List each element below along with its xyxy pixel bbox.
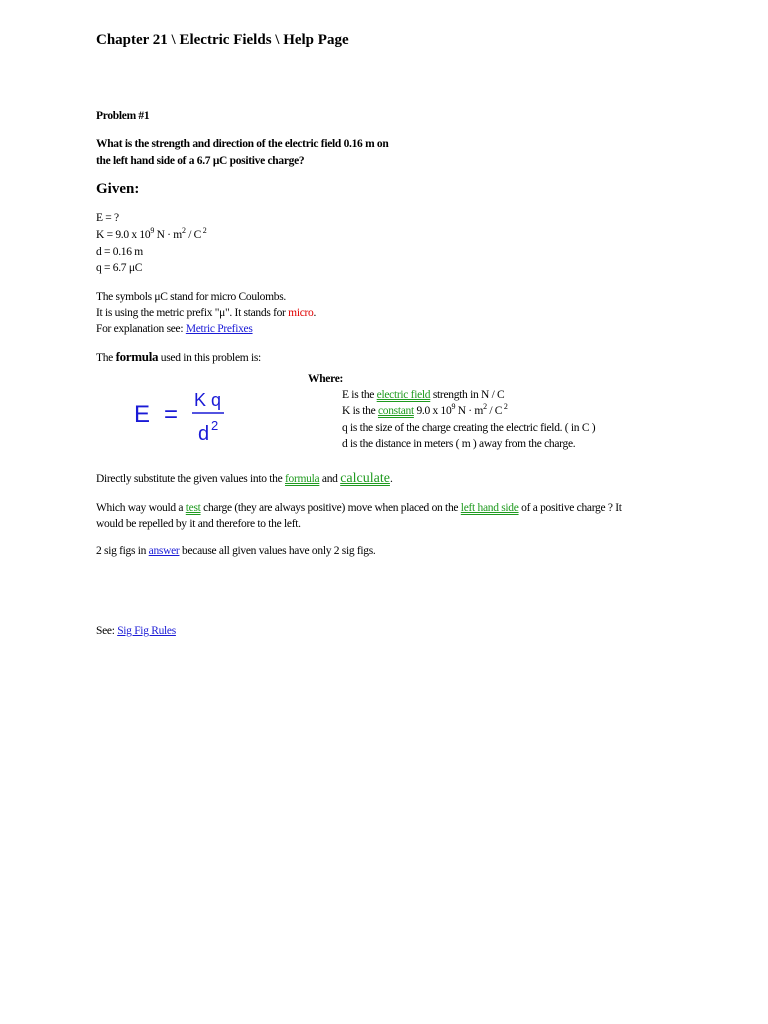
symbols-line3: For explanation see: Metric Prefixes: [96, 323, 253, 335]
electric-field-link[interactable]: electric field: [376, 389, 431, 401]
formula-intro: The formula used in this problem is:: [96, 349, 261, 364]
problem-question-line2: the left hand side of a 6.7 μC positive charge?: [96, 155, 305, 167]
sig-fig-rules-link[interactable]: Sig Fig Rules: [117, 625, 176, 637]
sigfigs-line: 2 sig figs in answer because all given values have only 2 sig figs.: [96, 545, 376, 557]
problem-number: Problem #1: [96, 110, 150, 122]
formula-link[interactable]: formula: [285, 473, 320, 485]
where-k: K is the constant 9.0 x $10^9$ $N \cdot m^2 / C$ $^2$: [342, 402, 508, 417]
given-e: E = ?: [96, 212, 119, 224]
given-heading: Given:: [96, 181, 140, 197]
formula-equals: =: [164, 401, 179, 428]
symbols-line2: It is using the metric prefix "μ". It stands for micro.: [96, 307, 317, 319]
formula-denominator-exp: 2: [211, 418, 219, 433]
test-link[interactable]: test: [185, 502, 201, 514]
metric-prefixes-link[interactable]: Metric Prefixes: [185, 323, 253, 335]
see-line: See: Sig Fig Rules: [96, 625, 176, 637]
where-q: q is the size of the charge creating the electric field. ( in C ): [342, 422, 596, 434]
constant-link[interactable]: constant: [377, 405, 414, 417]
problem-question-line1: What is the strength and direction of the electric field 0.16 m on: [96, 138, 389, 150]
formula-numerator: K q: [194, 390, 222, 410]
given-d: d = 0.16 m: [96, 246, 143, 258]
where-heading: Where:: [308, 373, 344, 385]
where-d: d is the distance in meters ( m ) away from the charge.: [342, 438, 576, 450]
formula-lhs: E: [134, 401, 151, 428]
left-hand-side-link[interactable]: left hand side: [460, 502, 519, 514]
answer-link[interactable]: answer: [148, 545, 180, 557]
formula-denominator: d: [198, 423, 210, 445]
where-e: E is the electric field strength in N / C: [342, 389, 505, 401]
formula-image: [132, 386, 232, 446]
given-k: K = 9.0 x $10^9$ $N \cdot m^2 / C$ $^2$: [96, 226, 207, 241]
calculate-link[interactable]: calculate: [340, 471, 390, 486]
given-q: q = 6.7 μC: [96, 262, 143, 274]
direction-line2: would be repelled by it and therefore to the left.: [96, 518, 301, 530]
direction-line1: Which way would a test charge (they are always positive) move when placed on the left hand side of a positive charge ? It: [96, 502, 622, 514]
page-title: Chapter 21 \ Electric Fields \ Help Page: [96, 32, 349, 48]
substitute-line: Directly substitute the given values into the formula and calculate.: [96, 471, 393, 486]
symbols-line1: The symbols μC stand for micro Coulombs.: [96, 291, 286, 303]
micro-highlight: micro: [288, 307, 314, 319]
